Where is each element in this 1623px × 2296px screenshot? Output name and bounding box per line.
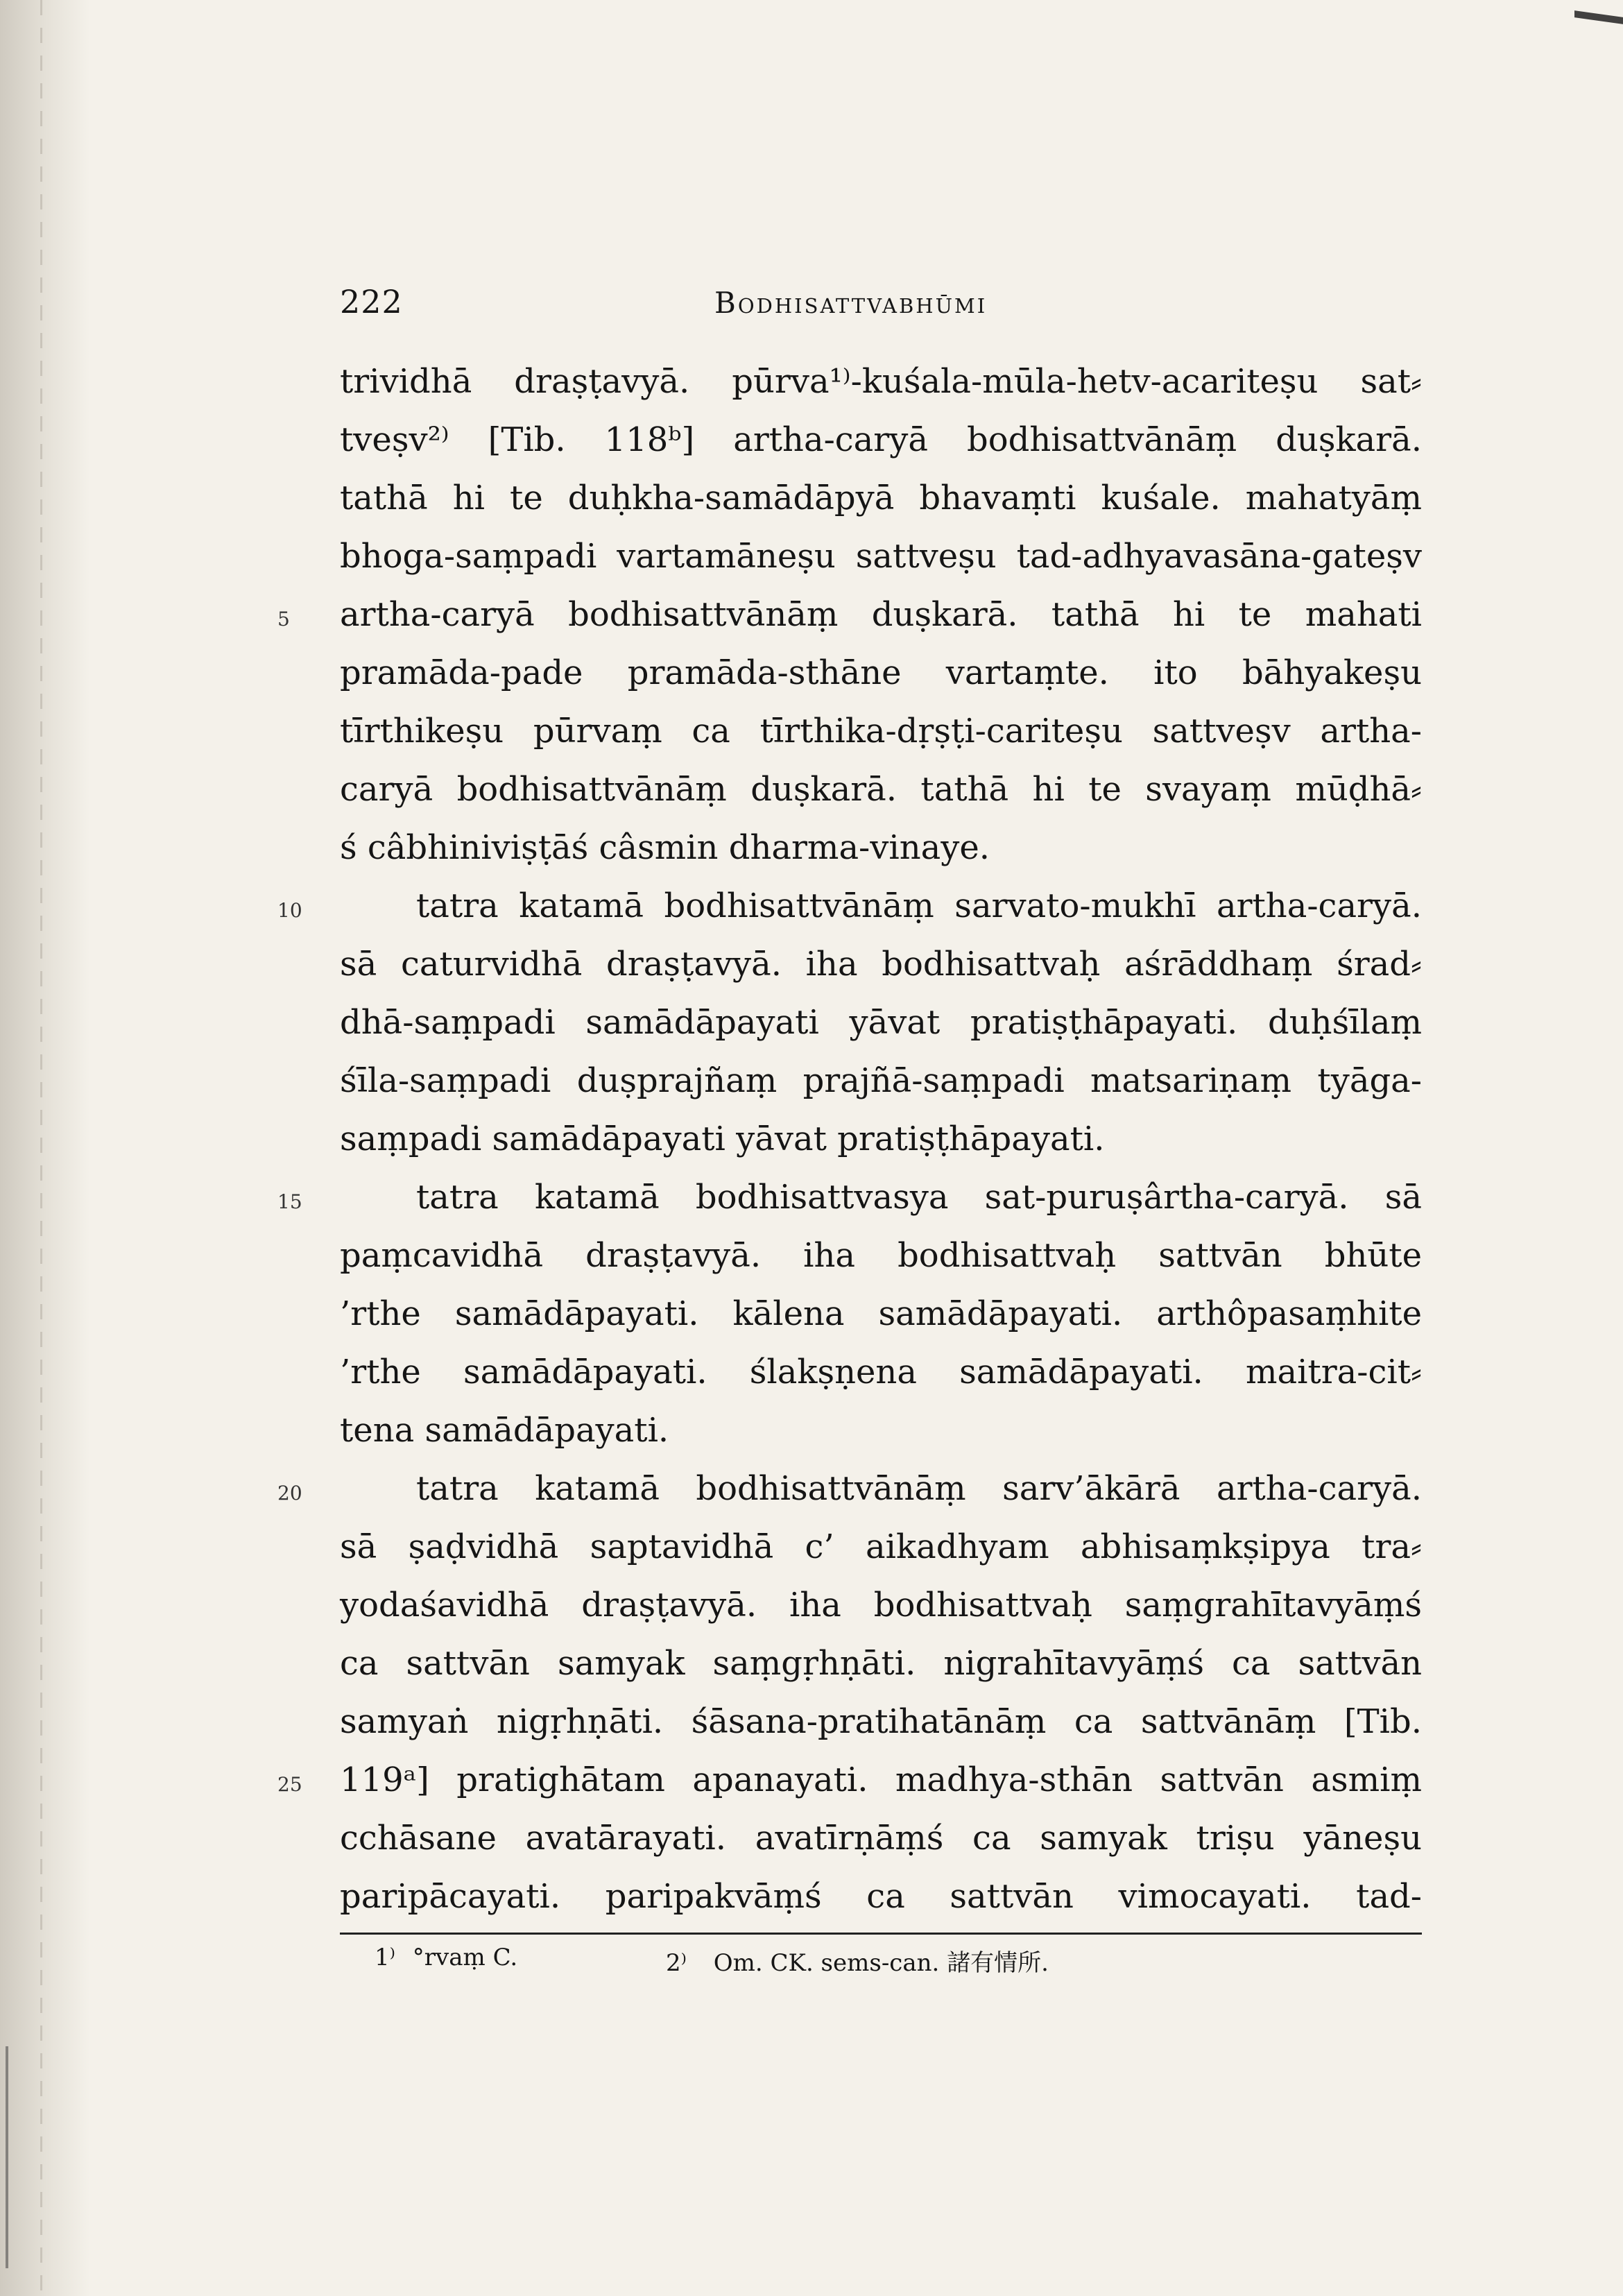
text-line: pramāda-pade pramāda-sthāne vartaṃte. ito bāhyakeṣu — [340, 653, 1422, 692]
text-line: saṃpadi samādāpayati yāvat pratiṣṭhāpayati. — [340, 1120, 1105, 1158]
line-number: 5 — [277, 608, 290, 631]
footnote-2 — [666, 1944, 1049, 1978]
text-line: yodaśavidhā draṣṭavyā. iha bodhisattvaḥ saṃgrahītavyāṃś — [340, 1586, 1422, 1625]
line-numbers — [277, 0, 319, 2296]
line-number: 25 — [277, 1773, 302, 1796]
line-number: 20 — [277, 1482, 302, 1505]
text-line: tena samādāpayati. — [340, 1411, 669, 1450]
line-number: 15 — [277, 1190, 302, 1213]
text-line: tathā hi te duḥkha-samādāpyā bhavaṃti kuśale. mahatyāṃ — [340, 479, 1422, 517]
text-line: sā caturvidhā draṣṭavyā. iha bodhisattvaḥ aśrāddhaṃ śrad⸗ — [340, 945, 1422, 984]
text-line: paripācayati. paripakvāṃś ca sattvān vimocayati. tad- — [340, 1877, 1422, 1916]
scan-edge-mark — [6, 2046, 71, 2268]
page-header — [340, 283, 1450, 327]
footnotes — [375, 1944, 1415, 1985]
running-title: Bodhisattvabhūmi — [714, 286, 988, 320]
footnote-text: Om. CK. sems-can. 諸有情所. — [713, 1949, 1049, 1977]
page-number: 222 — [340, 283, 403, 320]
text-line: 119ᵃ] pratighātam apanayati. madhya-sthān sattvān asmiṃ — [340, 1760, 1422, 1799]
page-edge — [0, 0, 90, 2296]
text-line: trividhā draṣṭavyā. pūrva¹⁾-kuśala-mūla-hetv-acariteṣu sat⸗ — [340, 362, 1422, 401]
text-line: bhoga-saṃpadi vartamāneṣu sattveṣu tad-adhyavasāna-gateṣv — [340, 537, 1422, 576]
scan-corner-mark — [1574, 10, 1623, 45]
text-line: samyaṅ nigṛhṇāti. śāsana-pratihatānāṃ ca sattvānāṃ [Tib. — [340, 1702, 1422, 1741]
text-line: tīrthikeṣu pūrvaṃ ca tīrthika-dṛṣṭi-cariteṣu sattveṣv artha- — [340, 712, 1422, 751]
text-line: dhā-saṃpadi samādāpayati yāvat pratiṣṭhāpayati. duḥśīlaṃ — [340, 1003, 1422, 1042]
text-line: sā ṣaḍvidhā saptavidhā c’ aikadhyam abhisaṃkṣipya tra⸗ — [340, 1527, 1422, 1566]
footnote-text: °rvaṃ C. — [412, 1944, 518, 1971]
text-line: tveṣv²⁾ [Tib. 118ᵇ] artha-caryā bodhisattvānāṃ duṣkarā. — [340, 420, 1422, 459]
footnote-mark: 1⁾ — [375, 1944, 395, 1971]
text-line: ca sattvān samyak saṃgṛhṇāti. nigrahītavyāṃś ca sattvān — [340, 1644, 1422, 1683]
footnote-rule — [340, 1933, 1422, 1935]
text-line: tatra katamā bodhisattvānāṃ sarv’ākārā artha-caryā. — [416, 1469, 1422, 1508]
text-line: cchāsane avatārayati. avatīrṇāṃś ca samyak triṣu yāneṣu — [340, 1819, 1422, 1858]
line-number: 10 — [277, 899, 302, 922]
text-line: tatra katamā bodhisattvasya sat-puruṣârtha-caryā. sā — [416, 1178, 1422, 1217]
footnote-1 — [375, 1944, 517, 1971]
text-line: paṃcavidhā draṣṭavyā. iha bodhisattvaḥ sattvān bhūte — [340, 1236, 1422, 1275]
text-line: ’rthe samādāpayati. kālena samādāpayati. arthôpasaṃhite — [340, 1294, 1422, 1333]
text-line: ’rthe samādāpayati. ślakṣṇena samādāpayati. maitra-cit⸗ — [340, 1353, 1422, 1391]
text-line: artha-caryā bodhisattvānāṃ duṣkarā. tathā hi te mahati — [340, 595, 1422, 634]
footnote-mark: 2⁾ — [666, 1949, 687, 1977]
text-line: śīla-saṃpadi duṣprajñaṃ prajñā-saṃpadi matsariṇaṃ tyāga- — [340, 1061, 1422, 1100]
text-line: ś câbhiniviṣṭāś câsmin dharma-vinaye. — [340, 828, 990, 867]
text-line: caryā bodhisattvānāṃ duṣkarā. tathā hi te svayaṃ mūḍhā⸗ — [340, 770, 1422, 809]
text-line: tatra katamā bodhisattvānāṃ sarvato-mukhī artha-caryā. — [416, 886, 1422, 925]
